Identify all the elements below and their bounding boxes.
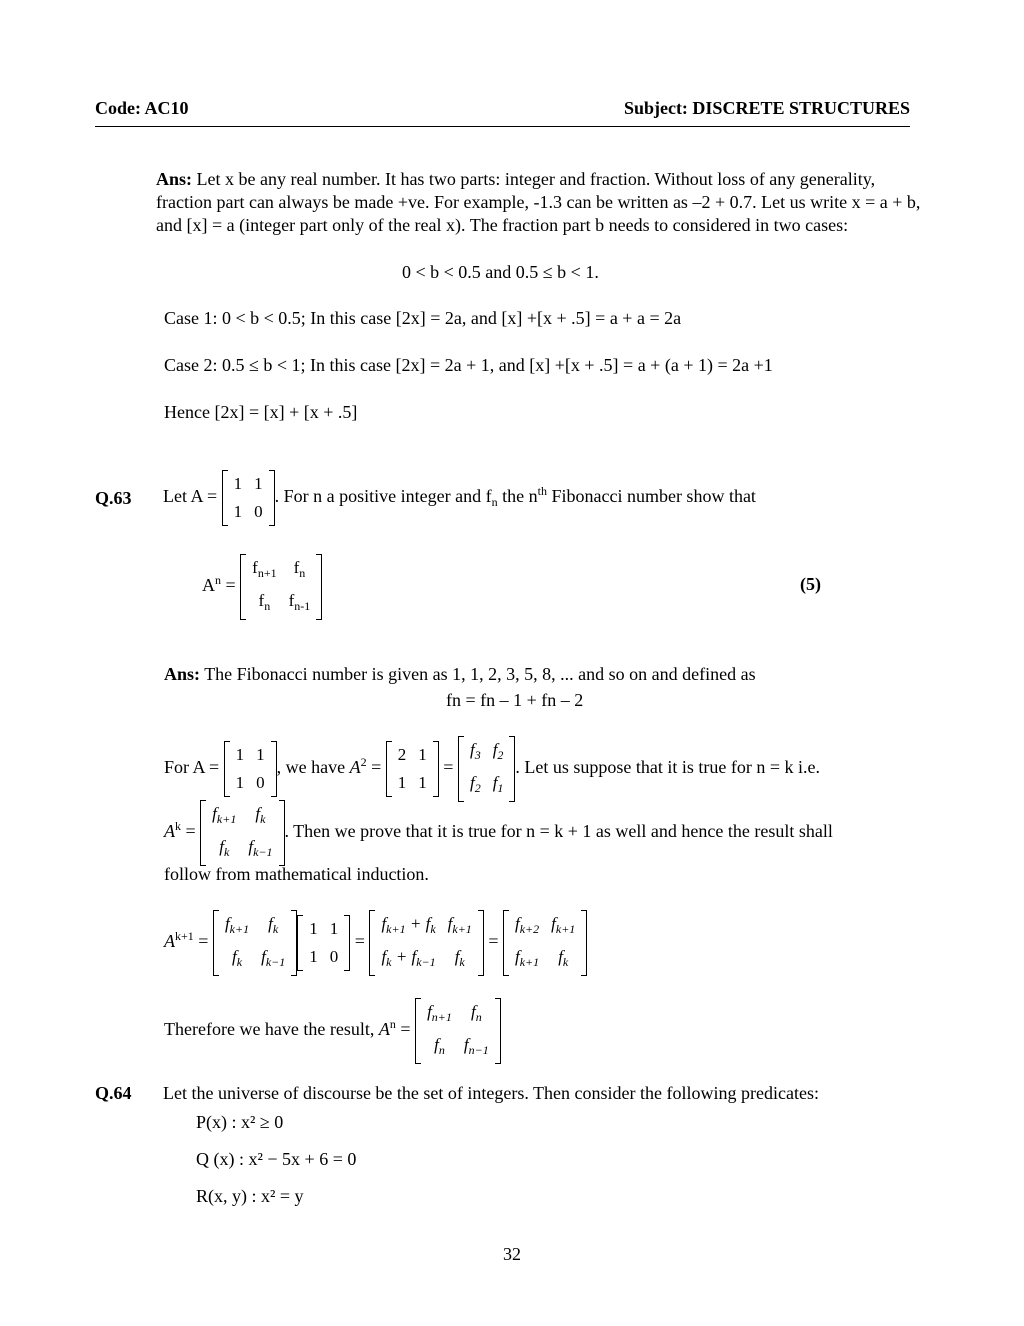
answer-62-paragraph: [156, 168, 924, 237]
a-k-line: $A^k$ = $f_{k+1}$ $f_k$ $f_k$ $f_{k-1}$ . Then we prove that it is true for n = k + 1 as well and hence the result shall: [164, 800, 833, 866]
case-1: Case 1: 0 < b < 0.5; In this case [2x] = 2a, and [x] +[x + .5] = a + a = 2a: [164, 308, 682, 328]
answer-63-intro: Ans: The Fibonacci number is given as 1, 1, 2, 3, 5, 8, ... and so on and defined as: [164, 664, 756, 684]
result-line: Therefore we have the result, $A^n$ = $f_{n+1}$ $f_n$ $f_n$ $f_{n-1}$: [164, 998, 501, 1064]
marks: (5): [800, 574, 821, 594]
an-matrix: $f_{n+1}$ $f_n$ $f_n$ $f_{n-1}$: [240, 554, 322, 620]
hence-line: Hence [2x] = [x] + [x + .5]: [164, 402, 358, 422]
matrix-a: 1 1 1 0: [222, 470, 275, 526]
question-number-63: Q.63: [95, 488, 132, 508]
question-number-64: Q.64: [95, 1083, 132, 1103]
predicate-p: P(x) : x² ≥ 0: [196, 1112, 284, 1132]
answer-62-text: Let x be any real number. It has two parts: integer and fraction. Without loss of any generality, fraction part can always be made +ve. For example, -1.3 can be written as –2 + 0.7. Let us write x = a + b, and [x] = a (integer part only of the real x). The fraction part b needs to considered in two cases:: [156, 169, 921, 235]
answer-label: Ans:: [156, 169, 193, 189]
header-code: Code: AC10: [95, 98, 189, 118]
an-equation: $A^n$ = $f_{n+1}$ $f_n$ $f_n$ $f_{n-1}$: [202, 554, 322, 620]
fibonacci-recurrence: fn = fn – 1 + fn – 2: [446, 690, 584, 710]
induction-equation: $A^{k+1}$ = $f_{k+1}$ $f_k$ $f_k$ $f_{k-1}$ 1 1 1 0 = $f_{k+1} + f_k$ $f_{k+1}$ $f_k + f_{k-1}$ $f_k$ = $f_{k+2}$ $f_{k+1}$ $f_{k+1}$ $f_k$: [164, 910, 587, 976]
q63-text2: Fibonacci number show that: [551, 486, 756, 507]
q63-text1: . For n a positive integer and: [274, 486, 482, 507]
q63-statement: Let A = 1 1 1 0 . For n a positive integer and $f_n$ the $n^{th}$ Fibonacci number show that: [163, 470, 756, 526]
header-subject: Subject: DISCRETE STRUCTURES: [623, 98, 910, 118]
a-squared-line: For A = 1 1 1 0 , we have $A^2$ = 2 1 1 1 = $f_3$ $f_2$ $f_2$ $f_1$ . Let us suppose that it is true for n = k i.e.: [164, 736, 820, 802]
predicate-q: Q (x) : x² − 5x + 6 = 0: [196, 1149, 357, 1169]
header-rule: [95, 126, 910, 127]
predicate-r: R(x, y) : x² = y: [196, 1186, 304, 1206]
case-2: Case 2: 0.5 ≤ b < 1; In this case [2x] = 2a + 1, and [x] +[x + .5] = a + (a + 1) = 2a +1: [164, 355, 773, 375]
page-number: 32: [503, 1244, 521, 1264]
q64-text: Let the universe of discourse be the set of integers. Then consider the following predicates:: [163, 1083, 819, 1103]
follow-line: follow from mathematical induction.: [164, 864, 429, 884]
q63-let: Let A =: [163, 486, 218, 507]
cases-line: 0 < b < 0.5 and 0.5 ≤ b < 1.: [402, 262, 599, 282]
